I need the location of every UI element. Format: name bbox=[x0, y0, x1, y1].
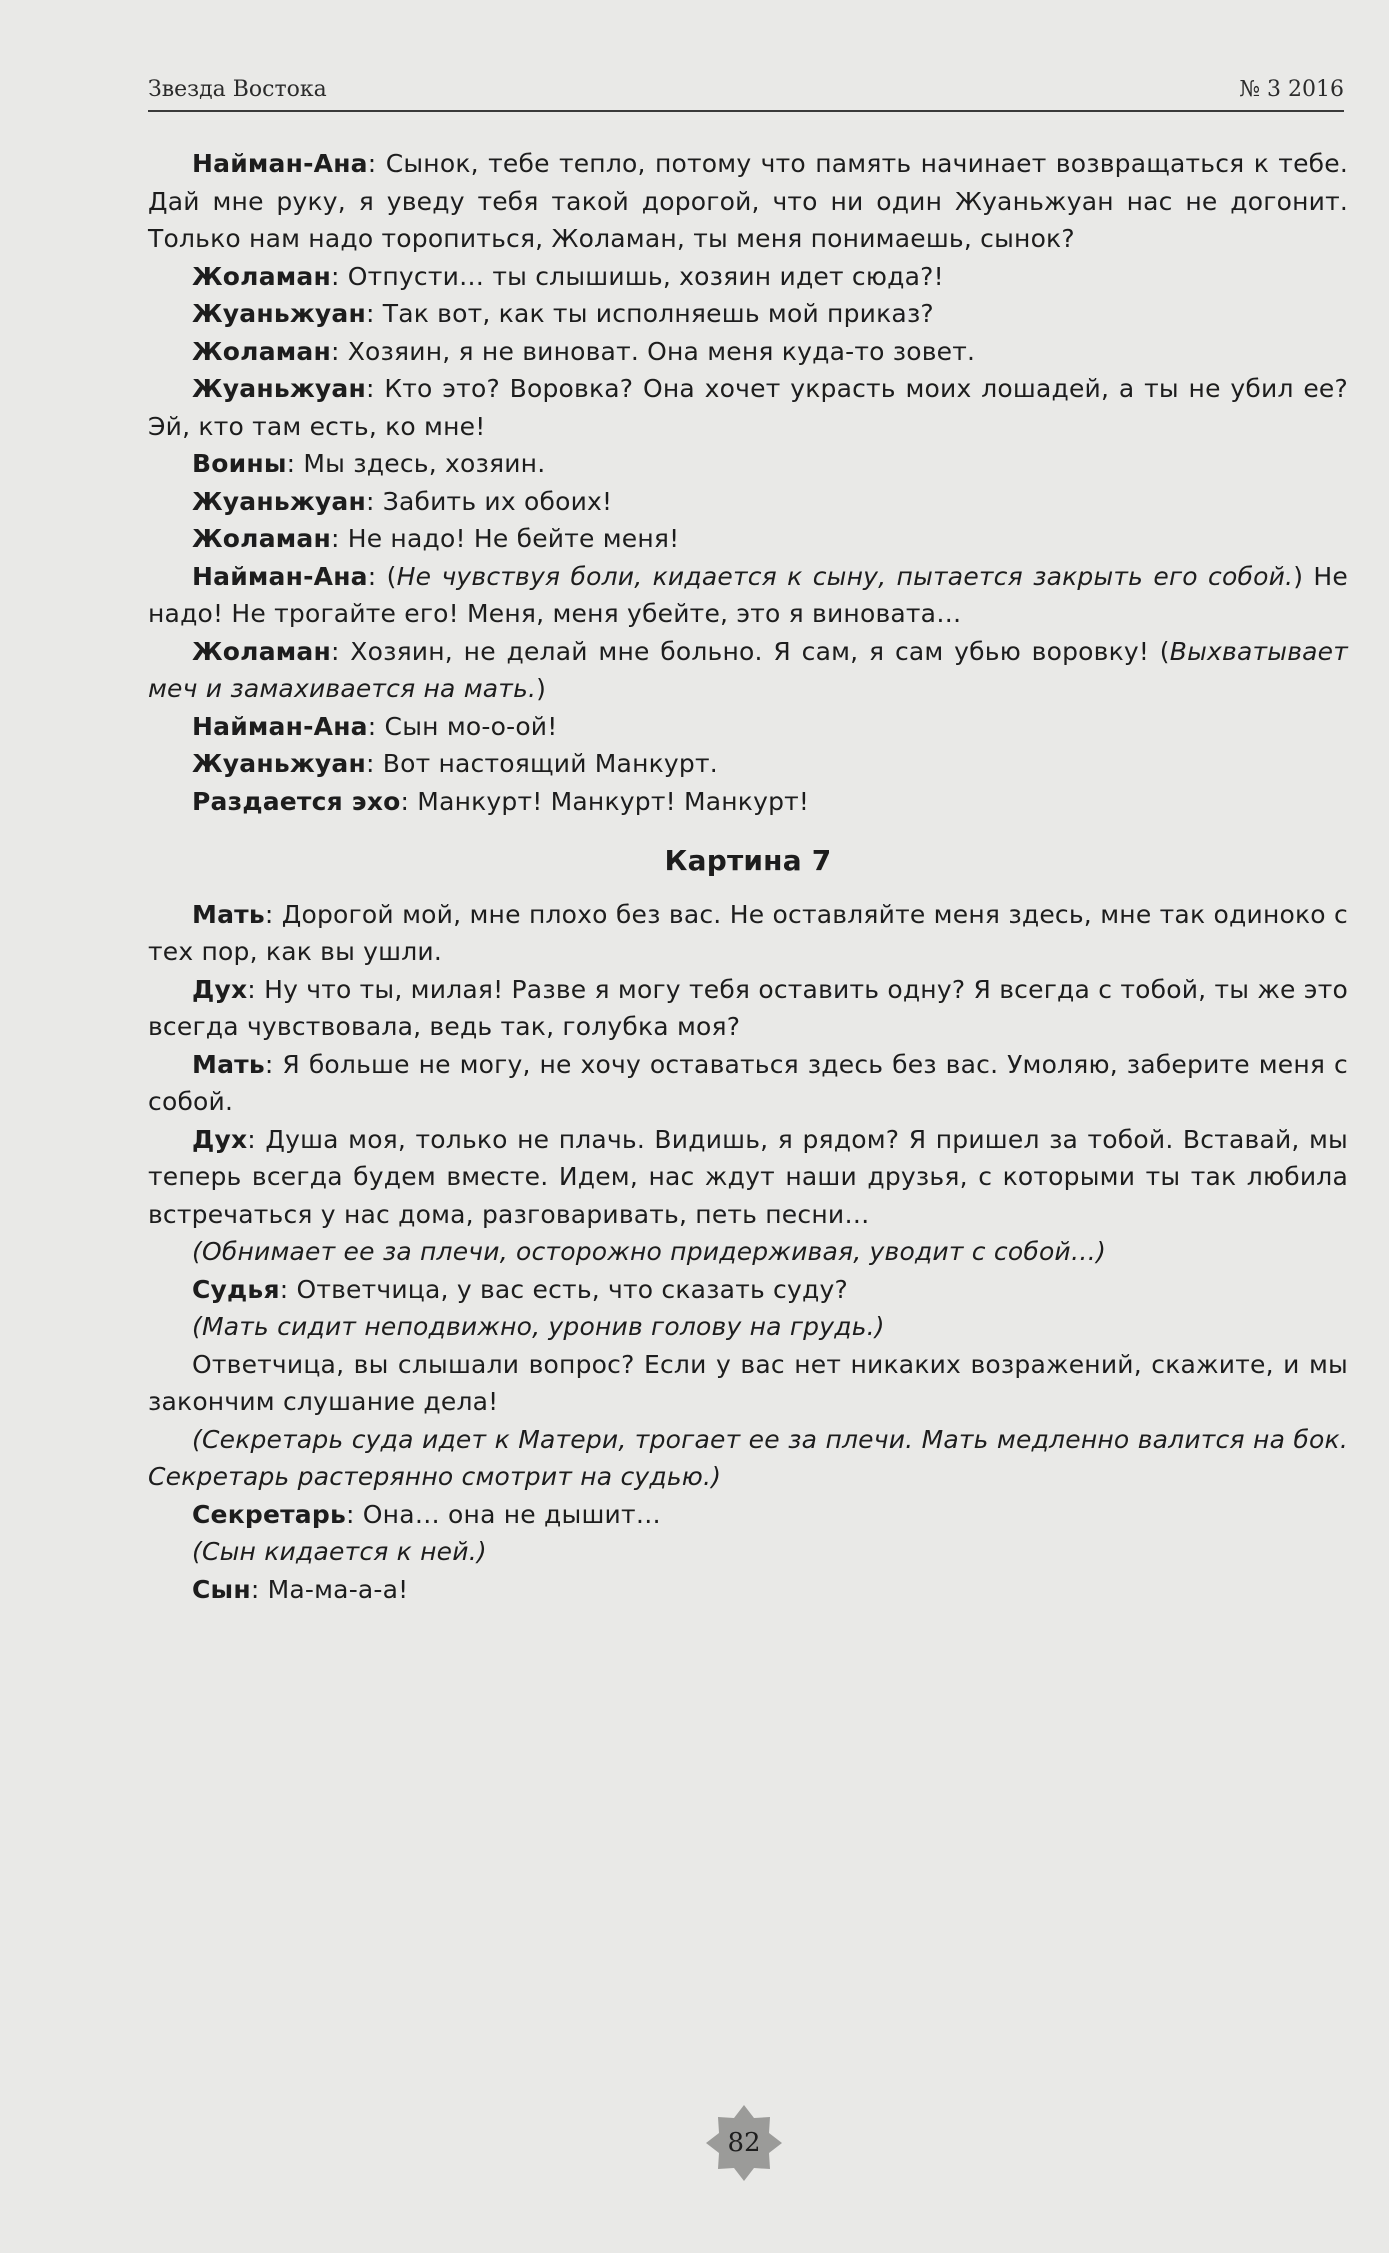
stage-direction: (Секретарь суда идет к Матери, трогает ее за плечи. Мать медленно валится на бок. Секретарь растерянно смотрит на судью.) bbox=[148, 1424, 1348, 1491]
speaker: Найман-Ана bbox=[192, 149, 368, 178]
journal-title: Звезда Востока bbox=[148, 77, 327, 102]
speaker: Жоламан bbox=[192, 524, 331, 553]
speech-post: ) bbox=[536, 674, 547, 703]
line-dukh bbox=[148, 1121, 1348, 1234]
speaker: Мать bbox=[192, 899, 265, 929]
speaker: Судья bbox=[192, 1274, 280, 1304]
line-mat bbox=[148, 1046, 1348, 1121]
speech: : Ответчица, у вас есть, что сказать суду? bbox=[279, 1274, 848, 1304]
speaker: Секретарь bbox=[192, 1499, 346, 1529]
page-number-badge bbox=[704, 2103, 784, 2183]
speech: : Отпусти… ты слышишь, хозяин идет сюда?! bbox=[330, 261, 944, 291]
speech: : Кто это? Воровка? Она хочет украсть моих лошадей, а ты не убил ее? Эй, кто там есть, ко мне! bbox=[148, 374, 1348, 441]
line-naiman-ana bbox=[148, 145, 1348, 258]
speaker: Жуаньжуан bbox=[192, 486, 366, 516]
speech: : Забить их обоих! bbox=[365, 486, 613, 516]
speaker: Жоламан bbox=[192, 636, 331, 666]
speech: : Ну что ты, милая! Разве я могу тебя оставить одну? Я всегда с тобой, ты же это всегда чувствовала, ведь так, голубка моя? bbox=[148, 974, 1348, 1041]
speech: : Не надо! Не бейте меня! bbox=[330, 524, 680, 553]
line-mat bbox=[148, 896, 1348, 971]
line-syn bbox=[148, 1571, 1348, 1609]
line-zholaman bbox=[148, 633, 1348, 708]
speech: : Сынок, тебе тепло, потому что память начинает возвращаться к тебе. Дай мне руку, я уведу тебя такой дорогой, что ни один Жуаньжуан нас не догонит. Только нам надо торопиться, Жоламан, ты меня понимаешь, сынок? bbox=[148, 149, 1348, 253]
speaker: Воины bbox=[192, 449, 287, 478]
stage-direction: Выхватывает меч и замахивается на мать. bbox=[148, 636, 1348, 703]
speech: : Хозяин, я не виноват. Она меня куда-то зовет. bbox=[330, 336, 976, 366]
speaker: Раздается эхо bbox=[192, 786, 401, 816]
speaker: Найман-Ана bbox=[192, 711, 368, 741]
speech-pre: : ( bbox=[367, 561, 397, 591]
line-zholaman bbox=[148, 520, 1348, 558]
speaker: Жоламан bbox=[192, 336, 331, 366]
line-zholaman bbox=[148, 258, 1348, 296]
speech: : Дорогой мой, мне плохо без вас. Не оставляйте меня здесь, мне так одиноко с тех пор, как вы ушли. bbox=[148, 899, 1348, 966]
line-zhuanzhuan bbox=[148, 370, 1348, 445]
speech: : Мы здесь, хозяин. bbox=[286, 449, 546, 478]
speaker: Дух bbox=[192, 974, 248, 1004]
speech: : Сын мо-о-ой! bbox=[367, 711, 558, 741]
line-echo bbox=[148, 783, 1348, 821]
line-naiman-ana bbox=[148, 558, 1348, 633]
line-zholaman bbox=[148, 333, 1348, 371]
line-zhuanzhuan bbox=[148, 483, 1348, 521]
speaker: Жуаньжуан bbox=[192, 749, 366, 778]
speaker: Жуаньжуан bbox=[192, 299, 366, 328]
speech-pre: : Хозяин, не делай мне больно. Я сам, я сам убью воровку! ( bbox=[330, 636, 1170, 666]
speaker: Найман-Ана bbox=[192, 561, 368, 591]
page-number: 82 bbox=[727, 2128, 761, 2158]
line-zhuanzhuan bbox=[148, 745, 1348, 783]
page-text bbox=[148, 145, 1348, 1608]
speaker: Жуаньжуан bbox=[192, 374, 366, 403]
speech: : Манкурт! Манкурт! Манкурт! bbox=[400, 786, 810, 816]
speech-post: ) Не надо! Не трогайте его! Меня, меня убейте, это я виновата… bbox=[148, 561, 1348, 628]
running-header bbox=[148, 66, 1344, 112]
stage-direction: (Сын кидается к ней.) bbox=[192, 1537, 487, 1566]
speech: : Я больше не могу, не хочу оставаться здесь без вас. Умоляю, заберите меня с собой. bbox=[148, 1049, 1348, 1116]
line-naiman-ana bbox=[148, 708, 1348, 746]
speaker: Жоламан bbox=[192, 261, 331, 291]
line-zhuanzhuan bbox=[148, 295, 1348, 333]
speaker: Дух bbox=[192, 1124, 248, 1154]
scene-title: Картина 7 bbox=[664, 844, 832, 877]
stage-direction: Не чувствуя боли, кидается к сыну, пытается закрыть его собой. bbox=[396, 561, 1294, 591]
line-sudya-continued: Ответчица, вы слышали вопрос? Если у вас нет никаких возражений, скажите, и мы закончим слушание дела! bbox=[148, 1349, 1348, 1416]
speaker: Мать bbox=[192, 1049, 265, 1079]
speaker: Сын bbox=[192, 1574, 251, 1604]
speech: : Так вот, как ты исполняешь мой приказ? bbox=[365, 299, 934, 328]
stage-direction: (Мать сидит неподвижно, уронив голову на грудь.) bbox=[192, 1312, 885, 1341]
stage-direction: (Обнимает ее за плечи, осторожно придерживая, уводит с собой…) bbox=[192, 1237, 1107, 1266]
speech: : Она… она не дышит… bbox=[346, 1499, 661, 1529]
line-sekretar bbox=[148, 1496, 1348, 1534]
line-voiny bbox=[148, 445, 1348, 483]
issue-number: № 3 2016 bbox=[1239, 77, 1344, 102]
speech: : Душа моя, только не плачь. Видишь, я рядом? Я пришел за тобой. Вставай, мы теперь всегда будем вместе. Идем, нас ждут наши друзья, с которыми ты так любила встречаться у нас дома, разговаривать, петь песни… bbox=[148, 1124, 1348, 1229]
line-sudya bbox=[148, 1271, 1348, 1309]
speech: : Ма-ма-а-а! bbox=[250, 1574, 409, 1604]
speech: : Вот настоящий Манкурт. bbox=[365, 749, 718, 778]
line-dukh bbox=[148, 971, 1348, 1046]
